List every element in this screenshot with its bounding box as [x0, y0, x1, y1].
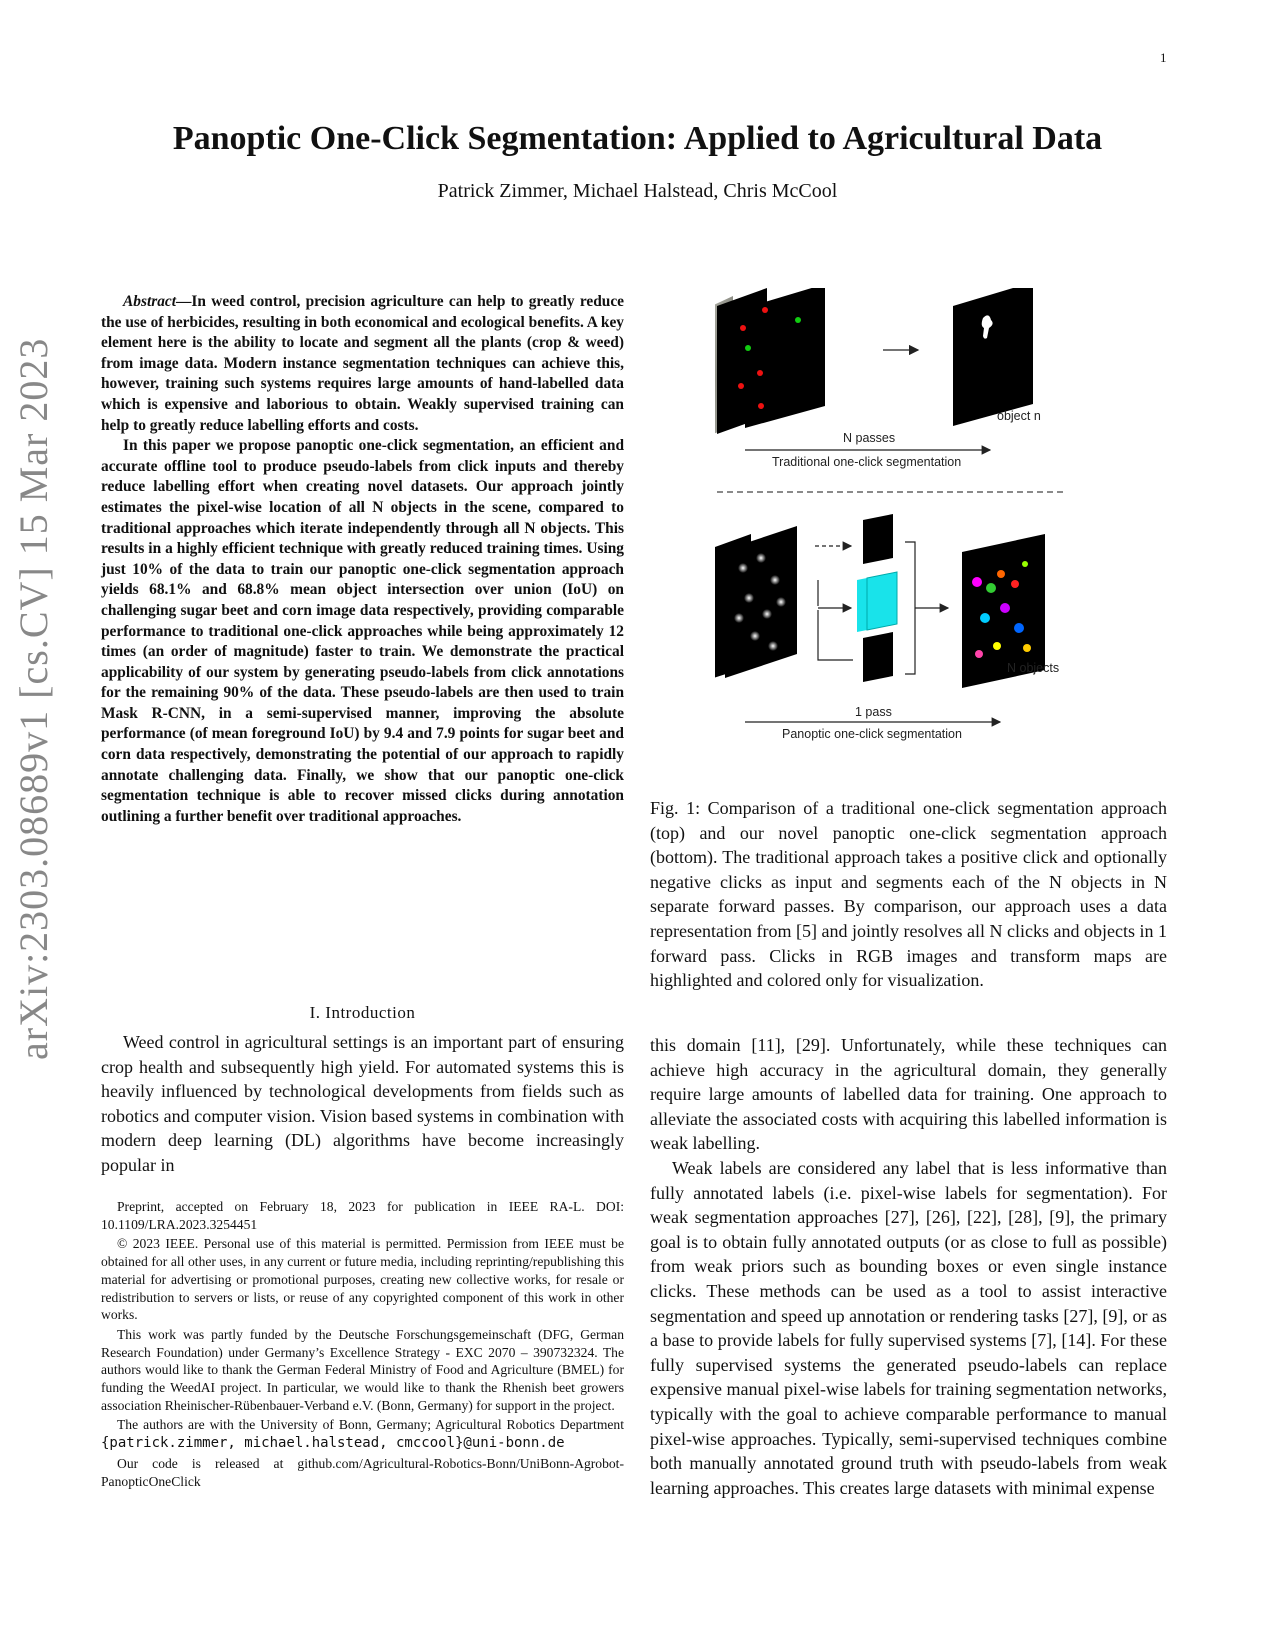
- click-marker: [762, 307, 768, 313]
- one-pass-label: 1 pass: [855, 705, 892, 719]
- figure-1-caption: Fig. 1: Comparison of a traditional one-click segmentation approach (top) and our novel panoptic one-click segmentation approach (bottom). The traditional approach takes a positive click and optionally negative clicks as input and segments each of the N objects in N separate forward passes. By comparison, our approach uses a data representation from [5] and jointly resolves all N clicks and objects in 1 forward pass. Clicks in RGB images and transform maps are highlighted and colored only for visualization.: [650, 798, 1167, 991]
- output-mask-top: [953, 288, 1033, 426]
- abstract-paragraph-1: [101, 292, 624, 436]
- right-column-text: [650, 1033, 1167, 1500]
- right-paragraph-1: this domain [11], [29]. Unfortunately, while these techniques can achieve high accuracy in the agricultural domain, they generally require large amounts of labelled data for training. One approach to alleviate the associated costs with acquiring this labelled information is weak labelling.: [650, 1035, 1167, 1154]
- click-marker: [757, 370, 763, 376]
- abstract-text-1: —In weed control, precision agriculture can help to greatly reduce the use of herbicides, resulting in both economical and ecological benefits. A key element here is the ability to locate and segment all the plants (crop & weed) from image data. Modern instance segmentation techniques can achieve this, however, training such systems requires large amounts of hand-labelled data which is expensive and laborious to obtain. Weakly supervised training can help to greatly reduce labelling efforts and costs.: [101, 293, 624, 434]
- n-objects-label: N objects: [1007, 661, 1060, 675]
- traditional-label: Traditional one-click segmentation: [772, 455, 962, 469]
- click-marker: [795, 317, 801, 323]
- click-map-top-2: [745, 288, 825, 428]
- abstract-label: Abstract: [123, 293, 177, 310]
- figure-1: [715, 288, 1135, 778]
- click-marker: [738, 383, 744, 389]
- footnotes: [101, 1198, 624, 1492]
- panoptic-label: Panoptic one-click segmentation: [782, 727, 962, 741]
- footnote-affiliation: [101, 1416, 624, 1452]
- click-marker: [740, 325, 746, 331]
- paper-title: Panoptic One-Click Segmentation: Applied to Agricultural Data: [172, 120, 1103, 157]
- click-map-bottom-2: [725, 526, 797, 678]
- paper-authors: Patrick Zimmer, Michael Halstead, Chris McCool: [437, 180, 838, 202]
- click-marker: [745, 345, 751, 351]
- footnote-funding: This work was partly funded by the Deutsche Forschungsgemeinschaft (DFG, German Research Foundation) under Germany’s Excellence Strategy - EXC 2070 – 390732324. The authors would like to thank the German Federal Ministry of Food and Agriculture (BMEL) for funding the WeedAI project. In particular, we would like to thank the Rhenish beet growers association Rheinischer-Rübenbauer-Verband e.V. (Bonn, Germany) for support in the project.: [101, 1326, 624, 1413]
- footnote-affiliation-text: The authors are with the University of Bonn, Germany; Agricultural Robotics Department: [117, 1417, 624, 1433]
- footnote-code: Our code is released at github.com/Agricultural-Robotics-Bonn/UniBonn-Agrobot-PanopticOneClick: [101, 1455, 624, 1489]
- click-marker: [758, 403, 764, 409]
- figure-1-diagram: [715, 288, 1135, 778]
- arrow-bottom-line: [818, 610, 853, 660]
- footnote-preprint: Preprint, accepted on February 18, 2023 for publication in IEEE RA-L. DOI: 10.1109/LRA.2023.3254451: [101, 1199, 624, 1232]
- footnote-copyright: © 2023 IEEE. Personal use of this material is permitted. Permission from IEEE must be obtained for all other uses, in any current or future media, including reprinting/republishing this material for advertising or promotional purposes, creating new collective works, for resale or redistribution to servers or lists, or reuse of any copyrighted component of this work in other works.: [101, 1236, 624, 1323]
- merge-bracket: [905, 542, 915, 674]
- footnote-emails: {patrick.zimmer, michael.halstead, cmccool}@uni-bonn.de: [101, 1435, 565, 1452]
- abstract: [101, 292, 624, 827]
- section-heading-introduction: I. Introduction: [309, 1003, 416, 1022]
- transform-map-2: [867, 572, 897, 630]
- abstract-paragraph-2: In this paper we propose panoptic one-click segmentation, an efficient and accurate offline tool to produce pseudo-labels from click inputs and thereby reduce labelling effort when creating novel datasets. Our approach jointly estimates the pixel-wise location of all N objects in the scene, compared to traditional approaches which iterate independently through all N objects. This results in a highly efficient technique with greatly reduced training times. Using just 10% of the data to train our panoptic one-click segmentation approach yields 68.1% and 68.8% mean object intersection over union (IoU) on challenging sugar beet and corn image data respectively, providing comparable performance to traditional one-click approaches while being approximately 12 times (an order of magnitude) faster to train. We demonstrate the practical applicability of our system by generating pseudo-labels from click annotations for the remaining 90% of the data. These pseudo-labels are then used to train Mask R-CNN, in a semi-supervised manner, improving the absolute performance (of mean foreground IoU) by 9.4 and 7.9 points for sugar beet and corn data respectively, demonstrating the potential of our approach to rapidly annotate challenging data. Finally, we show that our panoptic one-click segmentation technique is able to recover missed clicks during annotation outlining a further benefit over traditional approaches.: [101, 437, 624, 825]
- distance-map: [863, 514, 893, 564]
- introduction-text: [101, 1030, 624, 1178]
- object-n-label: object n: [997, 409, 1041, 423]
- intro-paragraph-1: Weed control in agricultural settings is an important part of ensuring crop health and subsequently high yield. For automated systems this is heavily influenced by technological developments from fields such as robotics and computer vision. Vision based systems in combination with modern deep learning (DL) algorithms have become increasingly popular in: [101, 1032, 624, 1175]
- semantic-map: [863, 632, 893, 682]
- n-passes-label: N passes: [843, 431, 896, 445]
- page-number: 1: [1160, 50, 1167, 65]
- right-paragraph-2: Weak labels are considered any label that is less informative than fully annotated labels (i.e. pixel-wise labels for segmentation). For weak segmentation approaches [27], [26], [22], [28], [9], the primary goal is to obtain fully annotated outputs (or as close to full as possible) from weak priors such as bounding boxes or even single instance clicks. These methods can be used as a tool to assist interactive segmentation and speed up annotation or rendering tasks [27], [9], or as a base to provide labels for fully supervised systems [7], [14]. For these fully supervised systems the generated pseudo-labels can replace expensive manual pixel-wise labels for training segmentation networks, typically with the goal to achieve comparable performance to manual pixel-wise approaches. Typically, semi-supervised techniques combine both manually annotated ground truth with pseudo-labels from weak learning approaches. This creates large datasets with minimal expense: [650, 1157, 1167, 1498]
- arxiv-identifier: arXiv:2303.08689v1 [cs.CV] 15 Mar 2023: [11, 337, 56, 1060]
